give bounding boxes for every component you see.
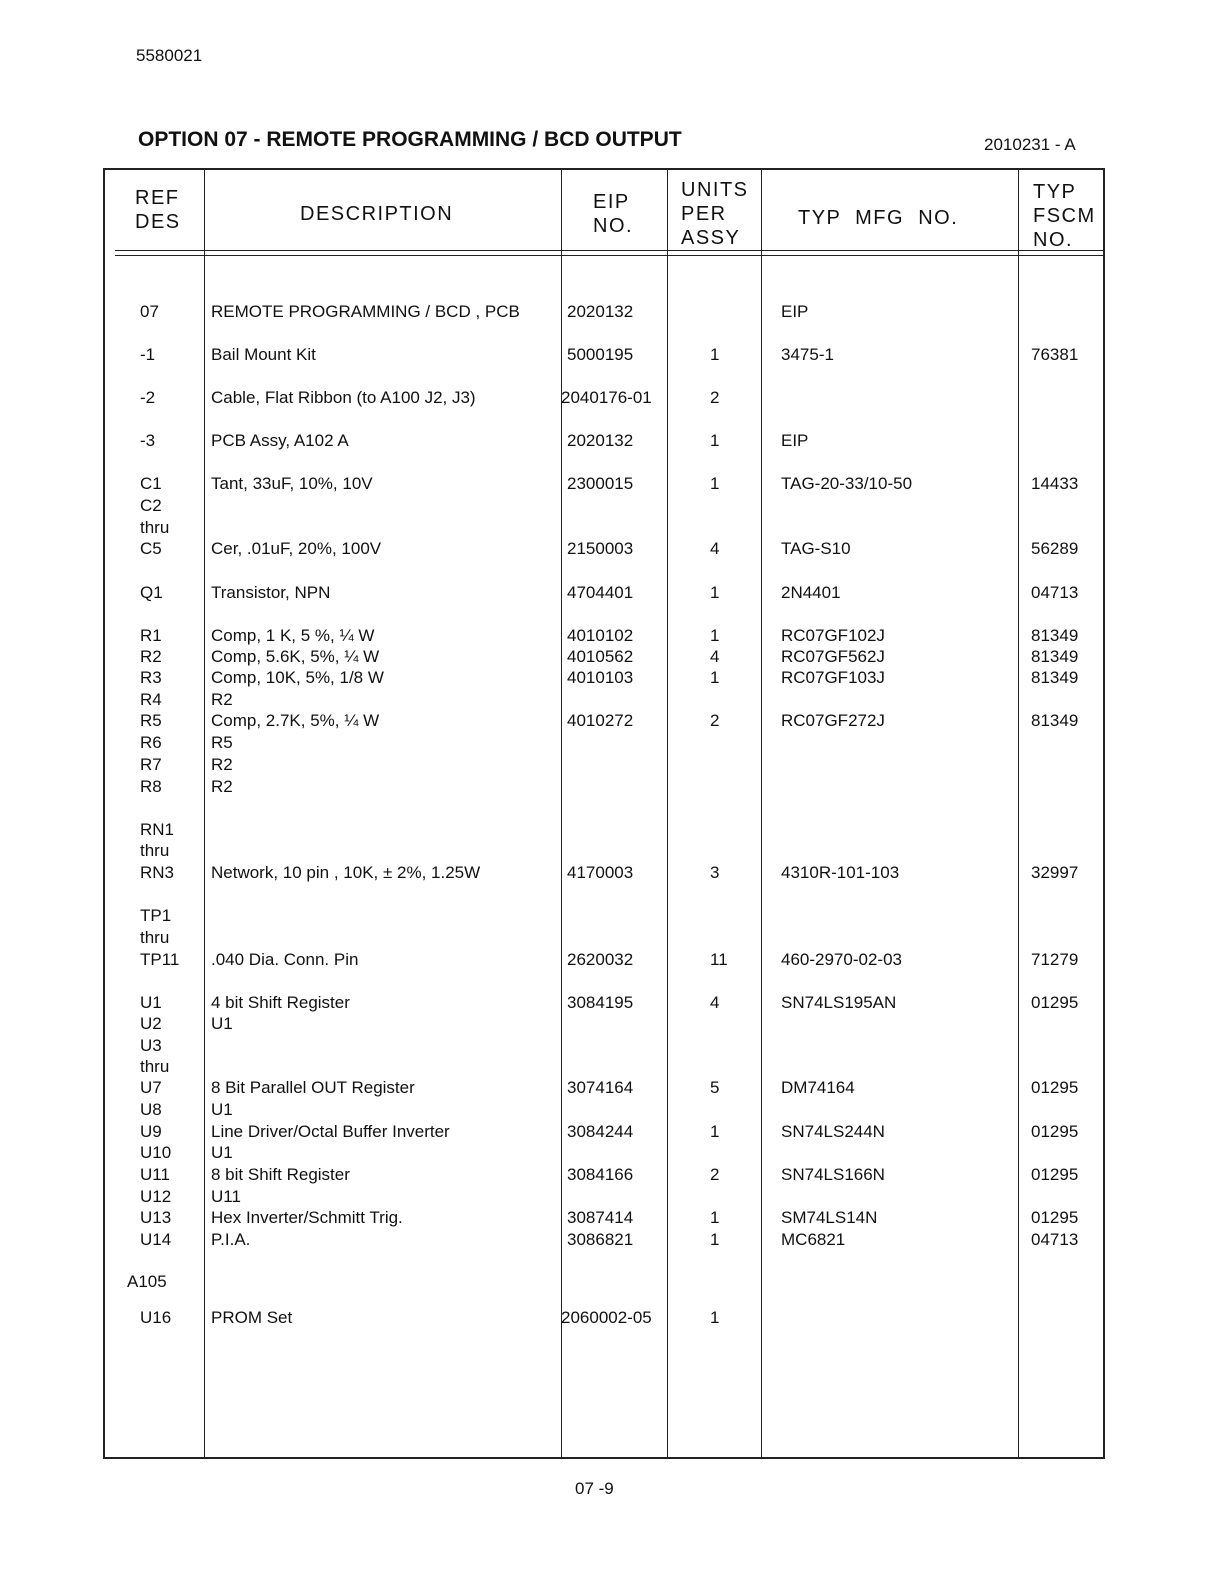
cell-units: 4 — [710, 647, 720, 666]
cell-mfg: MC6821 — [781, 1230, 846, 1249]
header-typ-mfg-no: TYP MFG NO. — [798, 207, 959, 229]
cell-fscm: 04713 — [1031, 1230, 1079, 1249]
cell-eip: 5000195 — [567, 345, 634, 364]
column-divider — [667, 170, 668, 1457]
header-eip-no: EIP NO. — [593, 191, 634, 237]
cell-units: 3 — [710, 863, 720, 882]
cell-units: 4 — [710, 993, 720, 1012]
cell-ref: thru — [140, 518, 170, 537]
cell-fscm: 14433 — [1031, 474, 1079, 493]
cell-eip: 2020132 — [567, 302, 634, 321]
cell-mfg: SM74LS14N — [781, 1208, 878, 1227]
cell-ref: R7 — [140, 755, 162, 774]
cell-fscm: 76381 — [1031, 345, 1079, 364]
cell-units: 1 — [710, 1308, 720, 1327]
cell-units: 1 — [710, 474, 720, 493]
cell-ref: 07 — [140, 302, 159, 321]
cell-ref: RN3 — [140, 863, 175, 882]
cell-ref: R1 — [140, 626, 162, 645]
cell-ref: -3 — [140, 431, 156, 450]
page-title: OPTION 07 - REMOTE PROGRAMMING / BCD OUTPUT — [138, 128, 682, 151]
cell-eip: 3084244 — [567, 1122, 634, 1141]
cell-desc: P.I.A. — [211, 1230, 251, 1249]
cell-desc: .040 Dia. Conn. Pin — [211, 950, 359, 969]
cell-ref: U2 — [140, 1014, 162, 1033]
cell-desc: Bail Mount Kit — [211, 345, 316, 364]
cell-eip: 4170003 — [567, 863, 634, 882]
cell-units: 1 — [710, 583, 720, 602]
cell-desc: Network, 10 pin , 10K, ± 2%, 1.25W — [211, 863, 481, 882]
cell-fscm: 56289 — [1031, 539, 1079, 558]
cell-ref: R5 — [140, 711, 162, 730]
cell-desc: Transistor, NPN — [211, 583, 331, 602]
cell-desc: PROM Set — [211, 1308, 293, 1327]
cell-desc: Comp, 5.6K, 5%, ¼ W — [211, 647, 380, 666]
cell-ref: A105 — [127, 1272, 167, 1291]
cell-units: 1 — [710, 1122, 720, 1141]
cell-ref: U8 — [140, 1100, 162, 1119]
header-rule — [115, 250, 1103, 251]
cell-desc: U1 — [211, 1014, 233, 1033]
cell-mfg: SN74LS195AN — [781, 993, 897, 1012]
cell-units: 1 — [710, 626, 720, 645]
cell-ref: U3 — [140, 1036, 162, 1055]
cell-units: 1 — [710, 668, 720, 687]
cell-units: 2 — [710, 1165, 720, 1184]
cell-ref: R2 — [140, 647, 162, 666]
cell-fscm: 81349 — [1031, 626, 1079, 645]
cell-mfg: RC07GF272J — [781, 711, 885, 730]
cell-units: 1 — [710, 1230, 720, 1249]
cell-ref: C1 — [140, 474, 162, 493]
cell-eip: 2620032 — [567, 950, 634, 969]
cell-units: 2 — [710, 711, 720, 730]
column-divider — [204, 170, 205, 1457]
cell-ref: R8 — [140, 777, 162, 796]
cell-ref: U11 — [140, 1165, 170, 1184]
cell-eip: 4704401 — [567, 583, 634, 602]
cell-fscm: 81349 — [1031, 668, 1079, 687]
cell-mfg: RC07GF103J — [781, 668, 885, 687]
cell-eip: 2020132 — [567, 431, 634, 450]
cell-desc: Cer, .01uF, 20%, 100V — [211, 539, 382, 558]
cell-ref: -2 — [140, 388, 156, 407]
cell-desc: R2 — [211, 690, 233, 709]
cell-desc: U11 — [211, 1187, 241, 1206]
cell-fscm: 01295 — [1031, 1208, 1079, 1227]
cell-ref: Q1 — [140, 583, 163, 602]
cell-ref: U16 — [140, 1308, 172, 1327]
cell-mfg: TAG-S10 — [781, 539, 851, 558]
cell-fscm: 01295 — [1031, 1165, 1079, 1184]
cell-mfg: RC07GF562J — [781, 647, 885, 666]
header-rule — [115, 255, 1103, 256]
cell-fscm: 04713 — [1031, 583, 1079, 602]
cell-desc: R2 — [211, 755, 233, 774]
cell-ref: R3 — [140, 668, 162, 687]
header-units-per-assy: UNITS PER ASSY — [681, 179, 749, 249]
cell-ref: U1 — [140, 993, 162, 1012]
header-description: DESCRIPTION — [300, 203, 454, 225]
cell-mfg: 3475-1 — [781, 345, 834, 364]
header-ref-des: REF DES — [135, 187, 181, 233]
cell-ref: U14 — [140, 1230, 172, 1249]
cell-ref: C2 — [140, 496, 162, 515]
cell-desc: PCB Assy, A102 A — [211, 431, 349, 450]
cell-ref: thru — [140, 928, 170, 947]
cell-desc: Comp, 2.7K, 5%, ¼ W — [211, 711, 380, 730]
column-divider — [1018, 170, 1019, 1457]
cell-units: 1 — [710, 345, 720, 364]
cell-mfg: EIP — [781, 302, 809, 321]
cell-fscm: 81349 — [1031, 647, 1079, 666]
cell-mfg: SN74LS244N — [781, 1122, 885, 1141]
cell-units: 2 — [710, 388, 720, 407]
cell-desc: R2 — [211, 777, 233, 796]
cell-desc: REMOTE PROGRAMMING / BCD , PCB — [211, 302, 520, 321]
cell-desc: Comp, 1 K, 5 %, ¼ W — [211, 626, 375, 645]
cell-mfg: DM74164 — [781, 1078, 855, 1097]
cell-ref: TP11 — [140, 950, 180, 969]
cell-ref: C5 — [140, 539, 162, 558]
cell-desc: R5 — [211, 733, 233, 752]
cell-ref: RN1 — [140, 820, 175, 839]
cell-units: 11 — [710, 950, 728, 969]
part-number: 2010231 - A — [984, 135, 1076, 154]
cell-mfg: RC07GF102J — [781, 626, 885, 645]
column-divider — [761, 170, 762, 1457]
cell-desc: Tant, 33uF, 10%, 10V — [211, 474, 373, 493]
cell-mfg: EIP — [781, 431, 809, 450]
cell-ref: U13 — [140, 1208, 172, 1227]
cell-ref: thru — [140, 841, 170, 860]
cell-ref: U10 — [140, 1143, 172, 1162]
cell-ref: R4 — [140, 690, 162, 709]
cell-mfg: TAG-20-33/10-50 — [781, 474, 913, 493]
cell-eip: 4010103 — [567, 668, 634, 687]
cell-eip: 2040176-01 — [561, 388, 652, 407]
cell-desc: U1 — [211, 1100, 233, 1119]
cell-mfg: 4310R-101-103 — [781, 863, 900, 882]
cell-eip: 3074164 — [567, 1078, 634, 1097]
cell-ref: U12 — [140, 1187, 172, 1206]
cell-eip: 4010102 — [567, 626, 634, 645]
cell-eip: 4010562 — [567, 647, 634, 666]
cell-eip: 2060002-05 — [561, 1308, 652, 1327]
cell-fscm: 71279 — [1031, 950, 1079, 969]
cell-desc: 8 bit Shift Register — [211, 1165, 350, 1184]
cell-eip: 4010272 — [567, 711, 634, 730]
page-number: 07 -9 — [575, 1479, 614, 1498]
cell-eip: 2300015 — [567, 474, 634, 493]
column-divider — [561, 170, 562, 1457]
cell-ref: R6 — [140, 733, 162, 752]
cell-units: 5 — [710, 1078, 720, 1097]
cell-eip: 3087414 — [567, 1208, 634, 1227]
cell-desc: 4 bit Shift Register — [211, 993, 350, 1012]
cell-desc: Cable, Flat Ribbon (to A100 J2, J3) — [211, 388, 476, 407]
cell-eip: 3084166 — [567, 1165, 634, 1184]
cell-units: 4 — [710, 539, 720, 558]
cell-fscm: 32997 — [1031, 863, 1079, 882]
cell-mfg: 460-2970-02-03 — [781, 950, 902, 969]
cell-eip: 3084195 — [567, 993, 634, 1012]
cell-desc: 8 Bit Parallel OUT Register — [211, 1078, 415, 1097]
cell-desc: Line Driver/Octal Buffer Inverter — [211, 1122, 450, 1141]
header-typ-fscm-no: TYP FSCM NO. — [1033, 181, 1096, 251]
cell-units: 1 — [710, 431, 720, 450]
document-number: 5580021 — [136, 46, 203, 65]
cell-eip: 3086821 — [567, 1230, 634, 1249]
cell-fscm: 01295 — [1031, 993, 1079, 1012]
cell-ref: U9 — [140, 1122, 162, 1141]
cell-eip: 2150003 — [567, 539, 634, 558]
parts-list-table — [103, 168, 1105, 1459]
cell-fscm: 01295 — [1031, 1078, 1079, 1097]
cell-ref: thru — [140, 1057, 170, 1076]
cell-desc: Hex Inverter/Schmitt Trig. — [211, 1208, 403, 1227]
cell-ref: U7 — [140, 1078, 162, 1097]
cell-mfg: 2N4401 — [781, 583, 841, 602]
cell-ref: -1 — [140, 345, 156, 364]
cell-fscm: 01295 — [1031, 1122, 1079, 1141]
cell-desc: Comp, 10K, 5%, 1/8 W — [211, 668, 384, 687]
cell-fscm: 81349 — [1031, 711, 1079, 730]
cell-units: 1 — [710, 1208, 720, 1227]
cell-mfg: SN74LS166N — [781, 1165, 885, 1184]
cell-desc: U1 — [211, 1143, 233, 1162]
cell-ref: TP1 — [140, 906, 172, 925]
